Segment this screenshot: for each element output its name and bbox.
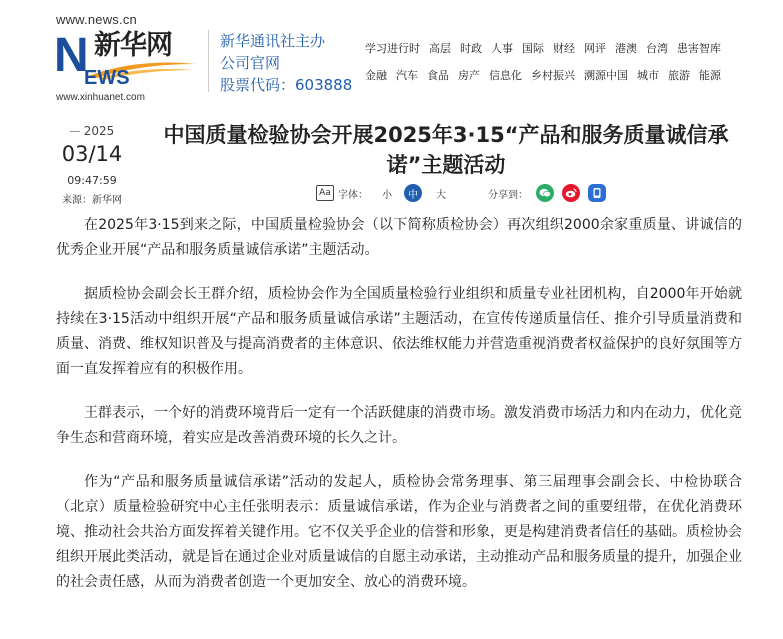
font-size-label: 字体： (338, 189, 368, 201)
publish-year (56, 124, 128, 138)
nav-link[interactable]: 人事 (491, 42, 513, 55)
xinhua-logo[interactable] (48, 6, 198, 106)
article-source: 来源：新华网 (62, 195, 122, 206)
channel-nav (365, 40, 777, 94)
share-label: 分享到： (488, 189, 528, 201)
official-info (220, 30, 352, 96)
nav-link[interactable]: 能源 (699, 69, 721, 82)
nav-row-1 (365, 40, 777, 56)
nav-link[interactable]: 金融 (365, 69, 387, 82)
article-paragraph: 在2025年3·15到来之际，中国质量检验协会（以下简称质检协会）再次组织2000余家重质量、讲诚信的优秀企业开展“产品和服务质量诚信承诺”主题活动。 (56, 217, 742, 258)
nav-row-2 (365, 67, 777, 83)
weibo-icon[interactable] (562, 184, 580, 202)
font-size-large[interactable]: 大 (436, 189, 446, 201)
official-line-stock: 股票代码：603888 (220, 76, 353, 94)
logo-url-top: www.news.cn (56, 12, 137, 27)
article-body (56, 213, 742, 614)
official-line-organizer: 新华通讯社主办 (220, 32, 326, 50)
nav-link[interactable]: 信息化 (489, 69, 522, 82)
article-meta (56, 124, 128, 206)
nav-link[interactable]: 汽车 (396, 69, 418, 82)
nav-link[interactable]: 学习进行时 (365, 42, 420, 55)
nav-link[interactable]: 高层 (429, 42, 451, 55)
nav-link[interactable]: 时政 (460, 42, 482, 55)
nav-link[interactable]: 台湾 (646, 42, 668, 55)
nav-link[interactable]: 房产 (458, 69, 480, 82)
article-paragraph: 作为“产品和服务质量诚信承诺”活动的发起人，质检协会常务理事、第三届理事会副会长、中检协联合（北京）质量检验研究中心主任张明表示：质量诚信承诺，作为企业与消费者之间的重要纽带，在优化消费环境、推动社会共治方面发挥着关键作用。它不仅关乎企业的信誉和形象，更是构建消费者信任的基础。质检协会组织开展此类活动，就是旨在通过企业对质量诚信的自愿主动承诺，主动推动产品和服务质量的提升，加强企业的社会责任感，从而为消费者创造一个更加安全、放心的消费环境。 (56, 474, 742, 590)
font-size-medium[interactable]: 中 (404, 184, 422, 202)
nav-link[interactable]: 城市 (637, 69, 659, 82)
logo-url-bottom: www.xinhuanet.com (56, 92, 145, 103)
nav-link[interactable]: 网评 (584, 42, 606, 55)
site-header (0, 0, 783, 108)
logo-letter-n: N (54, 29, 89, 82)
article-tools (316, 183, 606, 203)
header-divider (208, 30, 209, 92)
nav-link[interactable]: 港澳 (615, 42, 637, 55)
article-title: 中国质量检验协会开展2025年3·15“产品和服务质量诚信承诺”主题活动 (163, 123, 729, 177)
publish-time: 09:47:59 (67, 174, 117, 187)
nav-link[interactable]: 乡村振兴 (531, 69, 575, 82)
nav-link[interactable]: 国际 (522, 42, 544, 55)
nav-link[interactable]: 财经 (553, 42, 575, 55)
nav-link[interactable]: 溯源中国 (584, 69, 628, 82)
publish-year-text: 2025 (83, 124, 115, 138)
publish-date: 03/14 (61, 142, 123, 166)
font-size-small[interactable]: 小 (382, 189, 392, 201)
article-paragraph: 王群表示，一个好的消费环境背后一定有一个活跃健康的消费市场。激发消费市场活力和内在动力，优化竞争生态和营商环境，着实应是改善消费环境的长久之计。 (56, 405, 742, 446)
nav-link[interactable]: 食品 (427, 69, 449, 82)
year-dash-left (70, 131, 80, 132)
logo-chinese-name: 新华网 (94, 30, 172, 61)
qzone-icon[interactable] (588, 184, 606, 202)
wechat-icon[interactable] (536, 184, 554, 202)
nav-link[interactable]: 患害智库 (677, 42, 721, 55)
aa-icon: Aa (316, 185, 334, 201)
article-paragraph: 据质检协会副会长王群介绍，质检协会作为全国质量检验行业组织和质量专业社团机构，自2000年开始就持续在3·15活动中组织开展“产品和服务质量诚信承诺”主题活动，在宣传传递质量信任、推介引导质量消费和质量、消费、维权知识普及与提高消费者的主体意识、依法维权能力并营造重视消费者权益保护的良好氛围等方面一直发挥着应有的积极作用。 (56, 286, 742, 377)
logo-letters-ews: EWS (84, 67, 130, 89)
nav-link[interactable]: 旅游 (668, 69, 690, 82)
official-line-site: 公司官网 (220, 54, 281, 72)
